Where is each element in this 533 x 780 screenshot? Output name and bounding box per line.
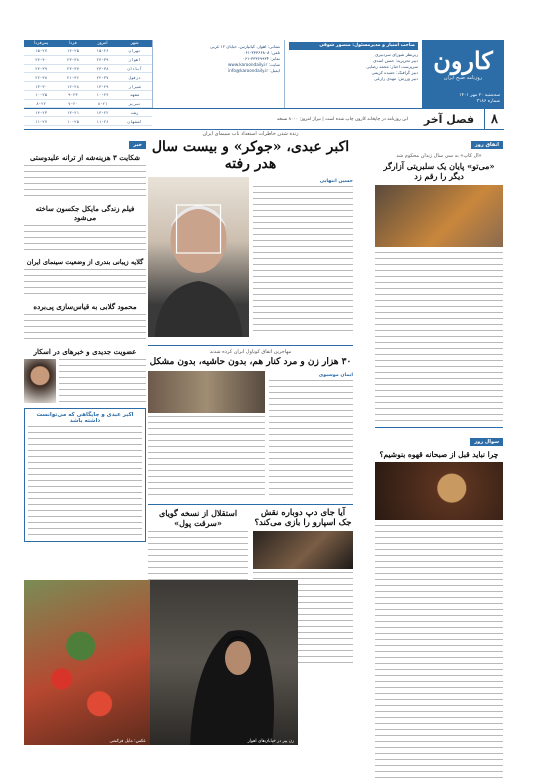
weather-temp: ۱۴-۲۳ (24, 108, 58, 117)
section-tag: سوال روز (470, 438, 503, 446)
story-author: ایمان موسیوی (318, 372, 353, 378)
story-headline[interactable]: ۳۰ هزار زن و مرد کنار هم، بدون حاشیه، بدون مشکل (149, 356, 352, 367)
weather-row (24, 90, 152, 99)
weather-temp: ۱۱-۲۷ (24, 117, 58, 126)
section-bar (24, 108, 504, 130)
issue-line: شماره ۳۱۸۶ (476, 98, 500, 104)
weather-temp: ۱۲-۲۸ (58, 82, 88, 91)
news-headline[interactable]: شکایت ۳ هزینه‌شه از ترانه علیدوستی (30, 153, 140, 162)
issue-meta (426, 93, 500, 105)
weather-temp: ۷-۲۰ (58, 99, 88, 108)
weather-row (24, 47, 152, 55)
weather-temp: ۲۴-۳۹ (88, 55, 118, 64)
weather-temp: ۲۴-۴۰ (24, 55, 58, 64)
pirate-photo (253, 531, 353, 569)
photo-caption: عکس: مایل فرکشی (109, 739, 146, 744)
news-body (24, 225, 146, 255)
news-headline[interactable]: گلایه زیبانی بندری از وضعیت سینمای ایران (26, 258, 144, 266)
portrait-figure (148, 177, 249, 337)
weather-row (24, 82, 152, 91)
story-kicker: مهاجرین اتفاق کوتاول ایران کرده شدند (209, 348, 292, 355)
box-title: اکبر عبدی و جایگاهی که می‌توانست داشته باشد (36, 412, 134, 424)
info-header: صاحب امتیاز و مدیرمسئول: منصور شوقی (289, 42, 418, 50)
story-headline[interactable]: چرا نباید قبل از صبحانه قهوه بنوشیم؟ (379, 450, 499, 459)
left-column (24, 131, 146, 542)
news-headline[interactable]: فیلم زندگی مایکل جکسون ساخته می‌شود (35, 204, 135, 222)
weather-temp: ۱۰-۲۵ (58, 117, 88, 126)
section-tag: خبر (129, 141, 146, 149)
print-note: این روزنامه در چاپخانه کارون چاپ شده است | تیراژ امروز: ۸۰۰۰ نسخه (276, 116, 408, 122)
weather-temp: ۹-۲۳ (58, 90, 88, 99)
weather-temp: ۲۳-۳۸ (88, 64, 118, 73)
story-kicker: «ال کاپ» به سی سال زندان محکوم شد (396, 153, 482, 159)
contact-line: نمابر: ۳۳۳۶۹۹۳۴-۰۶۱ (242, 56, 280, 62)
weather-temp: ۱۴-۲۵ (58, 47, 88, 55)
editorial-info (284, 40, 422, 108)
news-body (24, 314, 146, 344)
weather-temp: ۱۳-۲۹ (88, 82, 118, 91)
weather-temp: ۱۱-۲۶ (88, 117, 118, 126)
feature-text (253, 186, 353, 336)
date-line: سه‌شنبه ۲۰ مهر ۱۴۰۱ (459, 92, 500, 98)
contact-info (152, 40, 284, 108)
box-body (28, 426, 142, 538)
weather-temp: ۱۰-۲۵ (24, 90, 58, 99)
weather-city: شیراز (117, 82, 152, 91)
weather-temp: ۱۳-۲۲ (88, 108, 118, 117)
photo-caption: زن پیر در خیابان‌های اهواز (247, 739, 294, 744)
weather-temp: ۲۱-۳۶ (58, 73, 88, 82)
weather-row (24, 99, 152, 108)
actor-photo (24, 359, 56, 403)
weather-header: فردا (58, 40, 88, 47)
news-headline[interactable]: محمود گلابی به قیاس‌سازی پی‌برده (33, 302, 137, 311)
weather-temp: ۱۰-۲۴ (88, 90, 118, 99)
right-column (375, 131, 503, 771)
weather-header: پس‌فردا (24, 40, 58, 47)
info-line: سرپرست اخبار: محمد رضایی (366, 64, 418, 70)
info-line: زیرنظر شورای سردبیری (375, 52, 418, 58)
feature-kicker: زنده شدن خاطرات استعداد ناب سینمای ایران (202, 131, 299, 137)
news-body (59, 359, 146, 403)
story-headline[interactable]: استقلال از نسخه گویای «سرقت پول» (158, 507, 238, 528)
weather-temp: ۸-۲۲ (24, 99, 58, 108)
weather-temp: ۱۳-۲۱ (58, 108, 88, 117)
market-photo (24, 580, 150, 745)
story-body (148, 416, 265, 496)
contact-line[interactable]: ایمیل: info@karoondaily.ir (228, 68, 280, 74)
court-photo (375, 185, 503, 247)
weather-temp: ۸-۲۱ (88, 99, 118, 108)
weather-row (24, 55, 152, 64)
weather-header: شهر (117, 40, 152, 47)
story-body (375, 252, 503, 422)
akbar-abdi-photo (148, 177, 249, 337)
crowd-story (148, 371, 353, 498)
woman-photo (150, 580, 298, 745)
weather-header: امروز (88, 40, 118, 47)
story-body (375, 525, 503, 780)
news-body (24, 269, 146, 299)
weather-row (24, 73, 152, 82)
weather-temp: ۱۳-۳۰ (24, 82, 58, 91)
weather-row (24, 64, 152, 73)
story-body (269, 380, 353, 498)
newspaper-logo: کارون (433, 46, 493, 75)
weather-temp: ۲۳-۳۸ (58, 55, 88, 64)
weather-temp: ۱۵-۲۷ (24, 47, 58, 55)
news-headline[interactable]: عضویت جدیدی و خبرهای در اسکار (33, 347, 137, 356)
story-headline[interactable]: «می‌تو» پایان یک سلبریتی آزارگر دیگر را رقم زد (383, 161, 495, 181)
section-title: فصل آخر (423, 112, 475, 126)
logo-subtitle: روزنامه صبح ایران (443, 75, 483, 81)
highlight-box (24, 408, 146, 542)
weather-city: اهواز (117, 55, 152, 64)
weather-table (24, 40, 152, 124)
feature-headline[interactable]: اکبر عبدی، «جوکر» و بیست سال هدر رفته (151, 139, 350, 172)
contact-line: تلفن: ۳۳۳۶۶۸۰۸-۰۶۱ (243, 50, 280, 56)
page-number: ۸ (484, 108, 504, 130)
oscar-story (24, 359, 146, 403)
feature-author: حسین انتهایی (319, 178, 353, 184)
brand-block (422, 40, 504, 108)
weather-city: آبادان (117, 64, 152, 73)
story-headline[interactable]: آیا جای دپ دوباره نقش جک اسپارو را بازی می‌کند؟ (254, 507, 352, 528)
weather-city: اصفهان (117, 117, 152, 126)
section-tag: اتفاق روز (471, 141, 503, 149)
weather-temp: ۲۲-۳۸ (24, 73, 58, 82)
weather-temp: ۲۲-۳۷ (88, 73, 118, 82)
weather-temp: ۲۳-۳۷ (58, 64, 88, 73)
info-line: دبیر ورزش: مهدی زارعی (373, 75, 418, 81)
weather-city: رشت (117, 108, 152, 117)
weather-header-row (24, 40, 152, 47)
crowd-photo (148, 371, 265, 413)
veiled-woman-figure (150, 580, 298, 745)
weather-city: مشهد (117, 90, 152, 99)
weather-city: تهران (117, 47, 152, 55)
weather-city: دزفول (117, 73, 152, 82)
coffee-photo (375, 462, 503, 520)
feature-body (148, 177, 353, 337)
contact-line: نشانی: اهواز، کیانپارس، خیابان ۱۲ غربی (209, 44, 280, 49)
weather-city: تبریز (117, 99, 152, 108)
info-line: دبیر تحریریه: حسن اسدی (373, 58, 418, 64)
contact-line[interactable]: سایت: www.karoondaily.ir (227, 62, 280, 68)
weather-temp: ۲۴-۳۹ (24, 64, 58, 73)
news-body (24, 165, 146, 201)
weather-temp: ۱۵-۲۶ (88, 47, 118, 55)
info-line: دبیر گرافیک: حمیده کریمی (371, 70, 418, 76)
